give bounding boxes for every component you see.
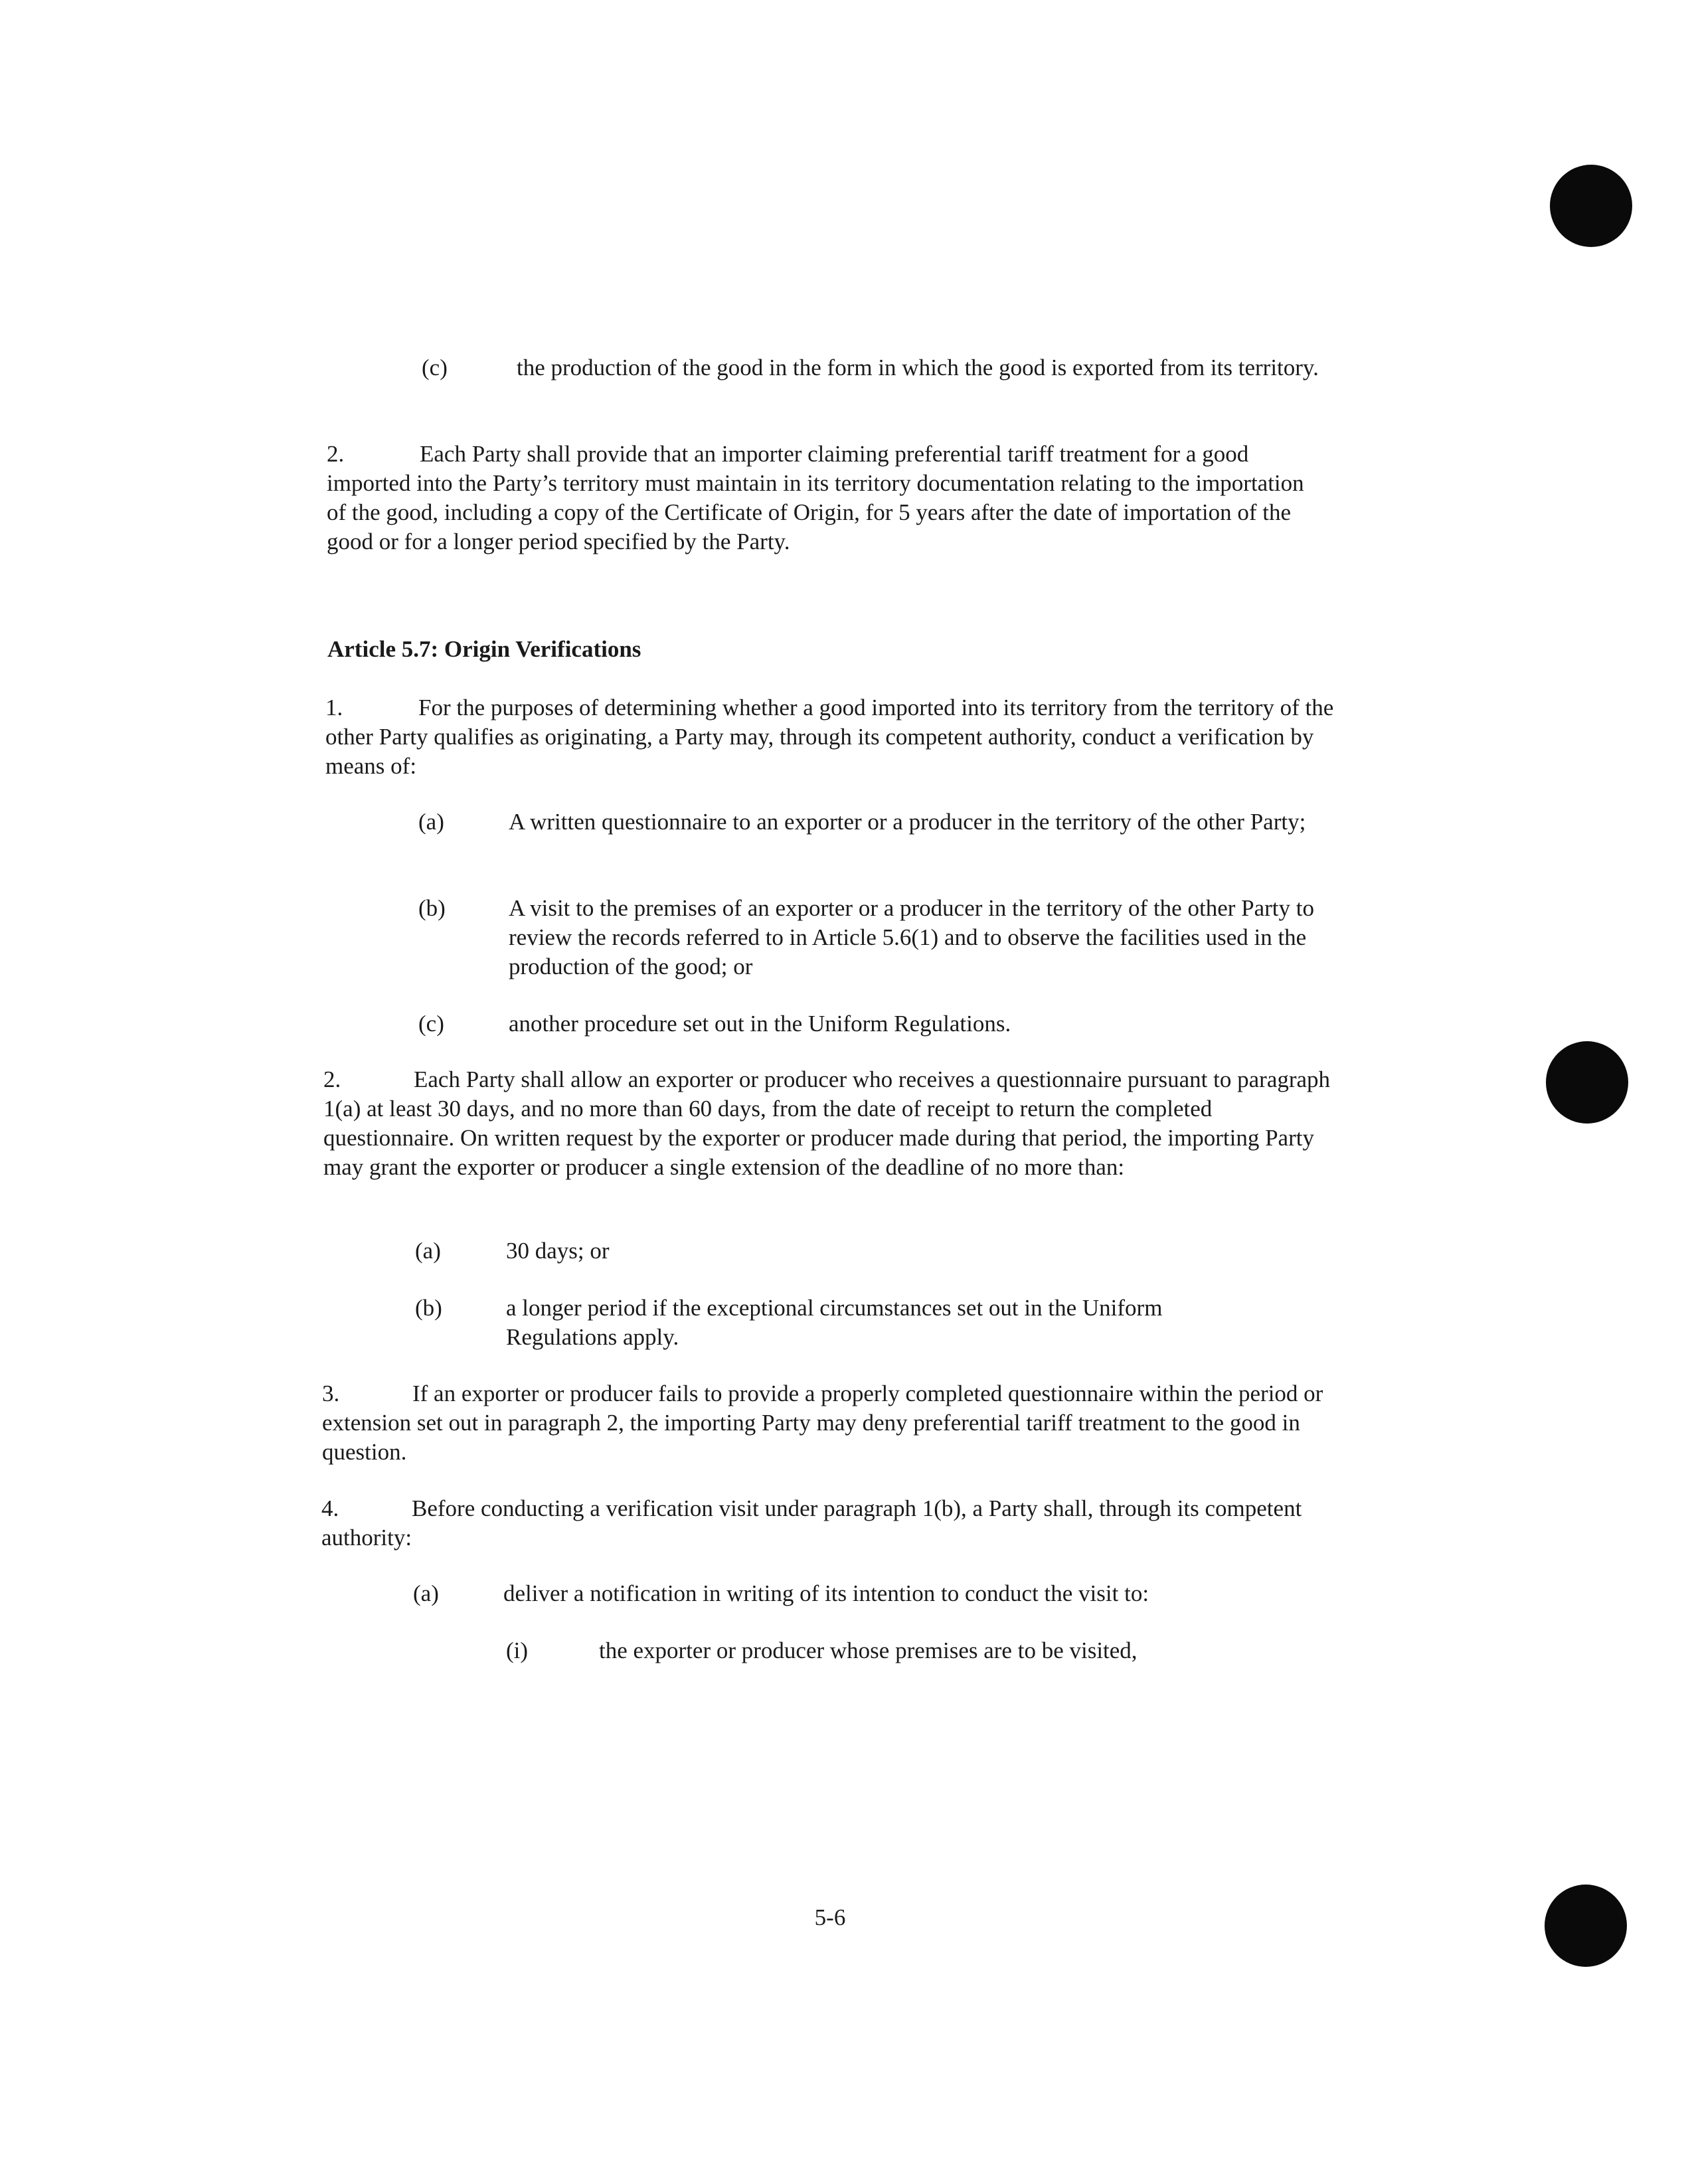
list-item-text: A visit to the premises of an exporter or a producer in the territory of the other Party to review the records referred to in Article 5.6(1) and to observe the facilities used in the production of the good; or (509, 895, 1314, 979)
sub-list-item-text: the exporter or producer whose premises are to be visited, (599, 1638, 1138, 1663)
paragraph-text: Each Party shall provide that an importer claiming preferential tariff treatment for a good imported into the Party’s territory must maintain in its territory documentation relating to the importation of the good, including a copy of the Certificate of Origin, for 5 years after the date of importation of the good or for a longer period specified by the Party. (327, 441, 1304, 554)
paragraph-text: Each Party shall allow an exporter or producer who receives a questionnaire pursuant to paragraph 1(a) at least 30 days, and no more than 60 days, from the date of receipt to return the completed questionnaire. On written request by the exporter or producer made during that period, the importing Party may grant the exporter or producer a single extension of the deadline of no more than: (323, 1066, 1331, 1180)
article-heading: Article 5.7: Origin Verifications (327, 636, 641, 662)
paragraph-2 (327, 440, 1316, 556)
paragraph-text: If an exporter or producer fails to provide a properly completed questionnaire within the period or extension set out in paragraph 2, the importing Party may deny preferential tariff treatment to the good in question. (322, 1381, 1323, 1465)
list-item-text: a longer period if the exceptional circumstances set out in the Uniform Regulations apply. (506, 1295, 1163, 1350)
list-item-label: (c) (422, 355, 448, 380)
list-item-label: (b) (415, 1295, 442, 1321)
list-item-label: (b) (418, 895, 446, 921)
paragraph-text: For the purposes of determining whether a good imported into its territory from the territory of the other Party qualifies as originating, a Party may, through its competent authority, conduct a verification by means of: (325, 695, 1334, 779)
article-paragraph-1 (325, 693, 1335, 781)
list-item-text: deliver a notification in writing of its intention to conduct the visit to: (503, 1580, 1149, 1606)
list-item-text: 30 days; or (506, 1238, 610, 1264)
list-item-label: (a) (413, 1580, 439, 1606)
sub-list-item-label: (i) (506, 1638, 529, 1663)
article-paragraph-4 (321, 1494, 1317, 1553)
list-item-text: A written questionnaire to an exporter or a producer in the territory of the other Party; (509, 809, 1306, 835)
punch-hole-top (1550, 165, 1632, 247)
paragraph-number: 4. (321, 1495, 339, 1521)
paragraph-number: 2. (327, 441, 345, 467)
article-paragraph-2 (323, 1065, 1339, 1182)
article-paragraph-3 (322, 1379, 1335, 1467)
punch-hole-middle (1546, 1041, 1628, 1124)
list-item-label: (a) (415, 1238, 441, 1264)
paragraph-number: 3. (322, 1381, 340, 1406)
list-item-text: another procedure set out in the Uniform Regulations. (509, 1011, 1011, 1037)
page-number: 5-6 (814, 1904, 846, 1930)
list-item-label: (c) (418, 1011, 444, 1037)
paragraph-text: Before conducting a verification visit under paragraph 1(b), a Party shall, through its competent authority: (321, 1495, 1302, 1551)
paragraph-number: 1. (325, 695, 343, 720)
punch-hole-bottom (1545, 1885, 1627, 1967)
list-item-text: the production of the good in the form in which the good is exported from its territory. (517, 355, 1319, 380)
list-item-label: (a) (418, 809, 444, 835)
paragraph-number: 2. (323, 1066, 341, 1092)
